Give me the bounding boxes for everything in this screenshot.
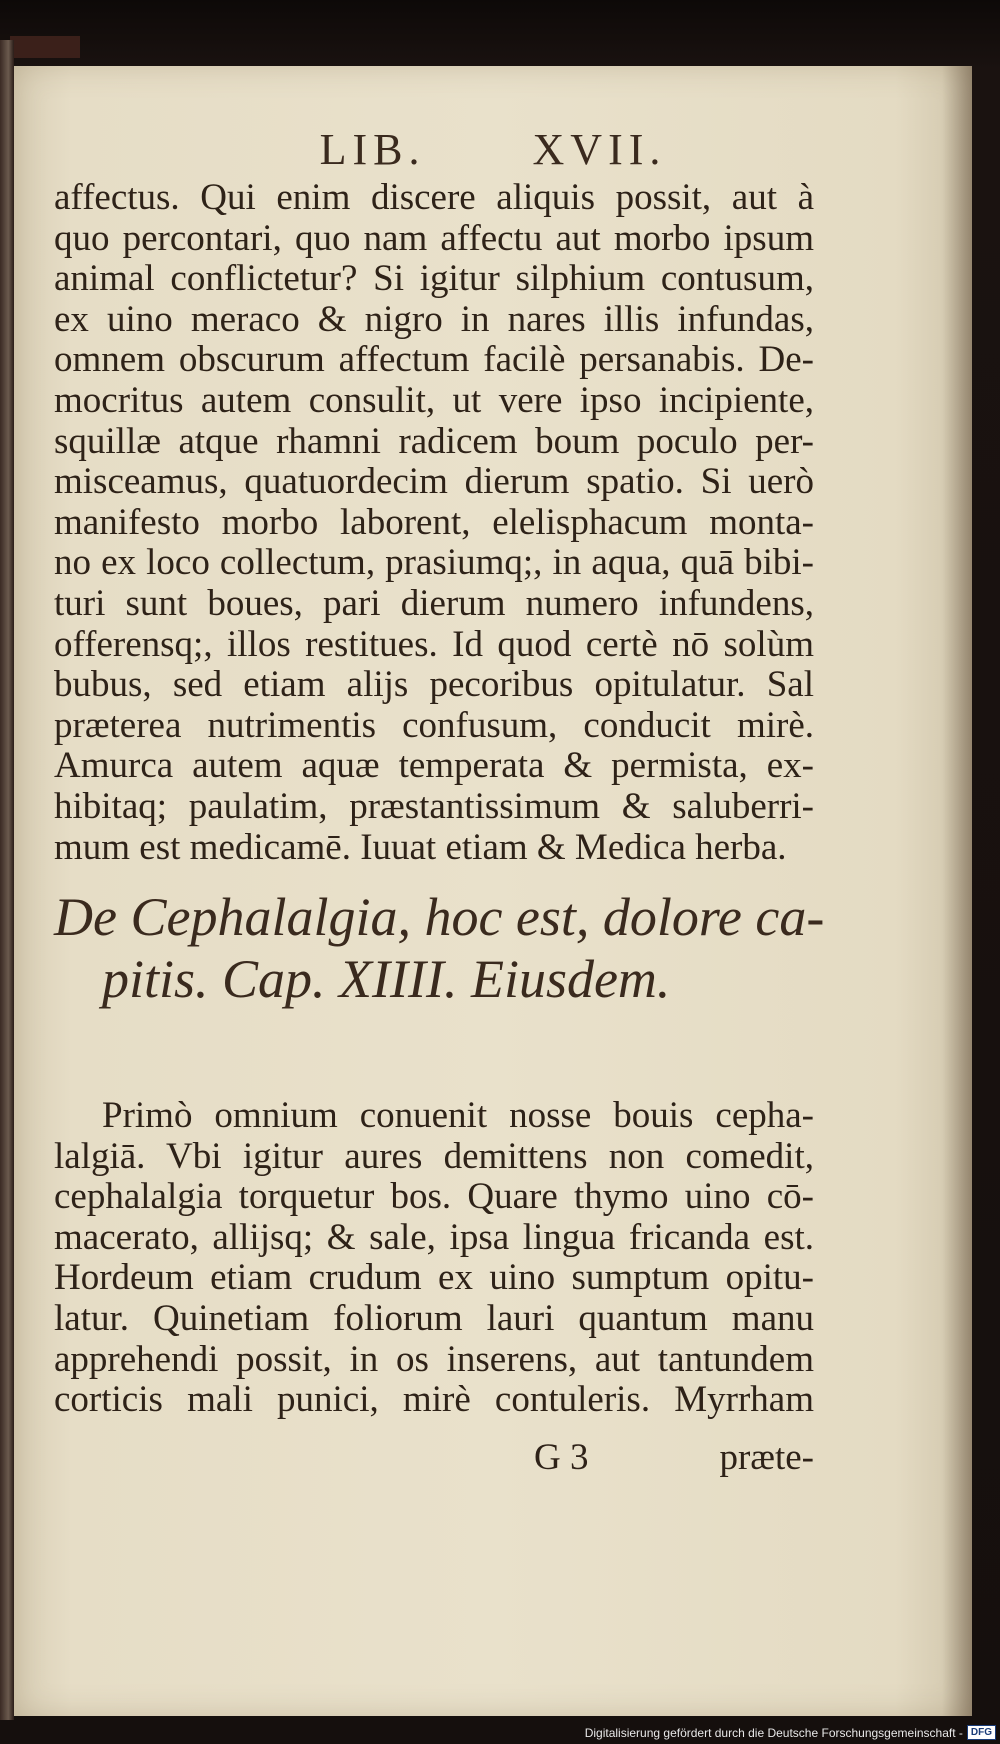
text-line: prætereа nutrimentis confusum, conducit mirè. [54, 704, 814, 746]
text-line: misceamus, quatuordecim dierum spatio. Si uerò [54, 461, 814, 503]
text-block-affectus [54, 178, 814, 868]
text-line: offerensq;, illos restitues. Id quod certè nō solùm [54, 623, 814, 665]
text-line: no ex loco collectum, prasiumq;, in aqua, quā bibi- [54, 542, 814, 584]
text-line: turi sunt boues, pari dierum numero infundens, [54, 582, 814, 624]
catchword: præte- [719, 1437, 814, 1478]
text-line: macerato, allijsq; & sale, ipsa lingua fricanda est. [54, 1216, 814, 1258]
text-line: mocritus autem consulit, ut vere ipso incipiente, [54, 379, 814, 421]
text-line: latur. Quinetiam foliorum lauri quantum manu [54, 1297, 814, 1339]
text-line: Primò omnium conuenit nosse bouis cepha- [102, 1095, 814, 1136]
text-line: quo percontari, quo nam affectu aut morbo ipsum [54, 217, 814, 259]
text-line: manifesto morbo laborent, elelisphacum monta- [54, 501, 814, 543]
book-page [14, 66, 972, 1716]
text-line: hibitaq; paulatim, præstantissimum & saluberri- [54, 785, 814, 827]
text-line: mum est medicamē. Iuuat etiam & Medica herba. [54, 826, 787, 868]
signature-mark: G 3 [534, 1437, 589, 1478]
text-line: Amurca autem aquæ temperata & permista, ex- [54, 745, 814, 787]
dfg-logo: DFG [967, 1725, 996, 1740]
header-book-label: LIB. [319, 125, 426, 174]
chapter-heading-line: De Cephalalgia, hoc est, dolore ca- [54, 887, 825, 947]
text-line: animal conflictetur? Si igitur silphium contusum, [54, 258, 814, 300]
digitization-credit [585, 1725, 996, 1740]
book-cover-edge [10, 36, 80, 58]
text-block-cephalalgia [54, 1096, 814, 1421]
text-line: apprehendi possit, in os inserens, aut tantundem [54, 1338, 814, 1380]
text-line: Hordeum etiam crudum ex uino sumptum opitu- [54, 1257, 814, 1299]
credit-text: Digitalisierung gefördert durch die Deutsche Forschungsgemeinschaft - [584, 1725, 963, 1740]
header-book-number: XVII. [532, 125, 667, 174]
text-line: affectus. Qui enim discere aliquis possit, aut à [54, 177, 814, 218]
text-line: squillæ atque rhamni radicem boum poculo per- [54, 420, 814, 462]
text-line: omnem obscurum affectum facilè persanabis. De- [54, 339, 814, 381]
text-line: lalgiā. Vbi igitur aures demittens non comedit, [54, 1135, 814, 1177]
spine-shadow [942, 66, 972, 1716]
chapter-heading-line: pitis. Cap. XIIII. Eiusdem. [102, 949, 671, 1009]
book-page-edges [0, 40, 14, 1720]
text-line: cephalalgia torquetur bos. Quare thymo uino cō- [54, 1176, 814, 1218]
chapter-heading [54, 886, 834, 1010]
text-line: bubus, sed etiam alijs pecoribus opitulatur. Sal [54, 664, 814, 706]
text-line: corticis mali punici, mirè contuleris. Myrrham [54, 1379, 814, 1421]
running-header [14, 124, 972, 175]
text-line: ex uino meraco & nigro in nares illis infundas, [54, 298, 814, 340]
